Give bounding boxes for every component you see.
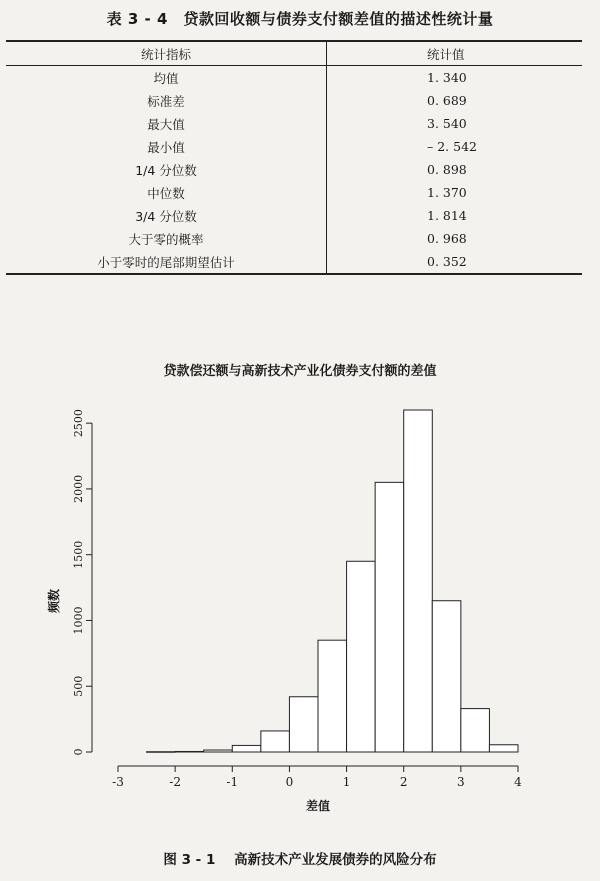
histogram-bar bbox=[375, 482, 404, 752]
statistics-table bbox=[6, 40, 582, 275]
histogram-bar bbox=[204, 750, 233, 752]
row-name: 标准差 bbox=[6, 89, 327, 112]
table-row bbox=[6, 250, 582, 274]
y-tick-label: 1500 bbox=[72, 540, 85, 569]
table-row bbox=[6, 112, 582, 135]
header-stat-value: 统计值 bbox=[427, 46, 465, 62]
table-row bbox=[6, 204, 582, 227]
x-axis-ticks bbox=[112, 766, 522, 789]
histogram-bar bbox=[318, 640, 347, 752]
x-tick-label: 3 bbox=[457, 775, 465, 789]
figure-caption bbox=[0, 848, 600, 868]
row-value: 3. 540 bbox=[427, 116, 467, 131]
row-name: 1/4 分位数 bbox=[6, 158, 327, 181]
x-tick-label: 0 bbox=[285, 775, 294, 789]
histogram-bar bbox=[175, 751, 204, 752]
histogram-bar bbox=[232, 745, 261, 752]
histogram-bar bbox=[347, 561, 376, 752]
x-tick-label: -2 bbox=[169, 775, 181, 789]
x-tick-label: -1 bbox=[226, 775, 239, 789]
row-name: 3/4 分位数 bbox=[6, 204, 327, 227]
table-header-row bbox=[6, 41, 582, 66]
row-name: 中位数 bbox=[6, 181, 327, 204]
histogram-bar bbox=[289, 697, 318, 752]
row-name: 小于零时的尾部期望估计 bbox=[6, 250, 327, 274]
y-axis-label: 频数 bbox=[47, 588, 61, 614]
histogram-bars bbox=[147, 410, 518, 752]
y-tick-label: 1000 bbox=[72, 606, 85, 635]
y-tick-label: 500 bbox=[72, 675, 85, 697]
histogram-bar bbox=[461, 709, 490, 752]
table-row bbox=[6, 89, 582, 112]
row-value: 1. 370 bbox=[427, 185, 467, 200]
chart-title: 贷款偿还额与高新技术产业化债券支付额的差值 bbox=[163, 364, 437, 379]
row-value: 0. 689 bbox=[427, 93, 467, 108]
row-value: 0. 352 bbox=[427, 254, 467, 269]
table-row bbox=[6, 227, 582, 250]
row-name: 最小值 bbox=[6, 135, 327, 158]
row-name: 最大值 bbox=[6, 112, 327, 135]
histogram-bar bbox=[489, 745, 518, 752]
table-row bbox=[6, 66, 582, 90]
y-axis-ticks bbox=[72, 409, 92, 755]
y-tick-label: 0 bbox=[72, 748, 85, 756]
figure-number: 图 3 - 1 bbox=[163, 852, 216, 868]
y-tick-label: 2500 bbox=[72, 409, 85, 438]
histogram-bar bbox=[261, 731, 290, 752]
table-row bbox=[6, 135, 582, 158]
histogram-bar bbox=[432, 601, 461, 752]
histogram-chart bbox=[0, 380, 600, 830]
x-tick-label: 1 bbox=[342, 775, 351, 789]
y-tick-label: 2000 bbox=[72, 474, 85, 503]
header-stat-name: 统计指标 bbox=[6, 41, 327, 66]
histogram-bar bbox=[404, 410, 433, 752]
x-tick-label: 2 bbox=[399, 775, 408, 789]
row-value: 1. 340 bbox=[427, 70, 467, 85]
histogram-bar bbox=[147, 752, 176, 753]
table-title: 表 3 - 4 贷款回收额与债券支付额差值的描述性统计量 bbox=[106, 10, 494, 28]
table-row bbox=[6, 158, 582, 181]
row-name: 均值 bbox=[6, 66, 327, 90]
figure-caption-text: 高新技术产业发展债券的风险分布 bbox=[234, 852, 437, 868]
x-axis-label: 差值 bbox=[305, 799, 331, 813]
x-tick-label: -3 bbox=[112, 775, 124, 789]
row-value: – 2. 542 bbox=[427, 139, 477, 154]
row-value: 1. 814 bbox=[427, 208, 467, 223]
table-row bbox=[6, 181, 582, 204]
row-value: 0. 898 bbox=[427, 162, 467, 177]
row-value: 0. 968 bbox=[427, 231, 467, 246]
x-tick-label: 4 bbox=[514, 775, 522, 789]
row-name: 大于零的概率 bbox=[6, 227, 327, 250]
